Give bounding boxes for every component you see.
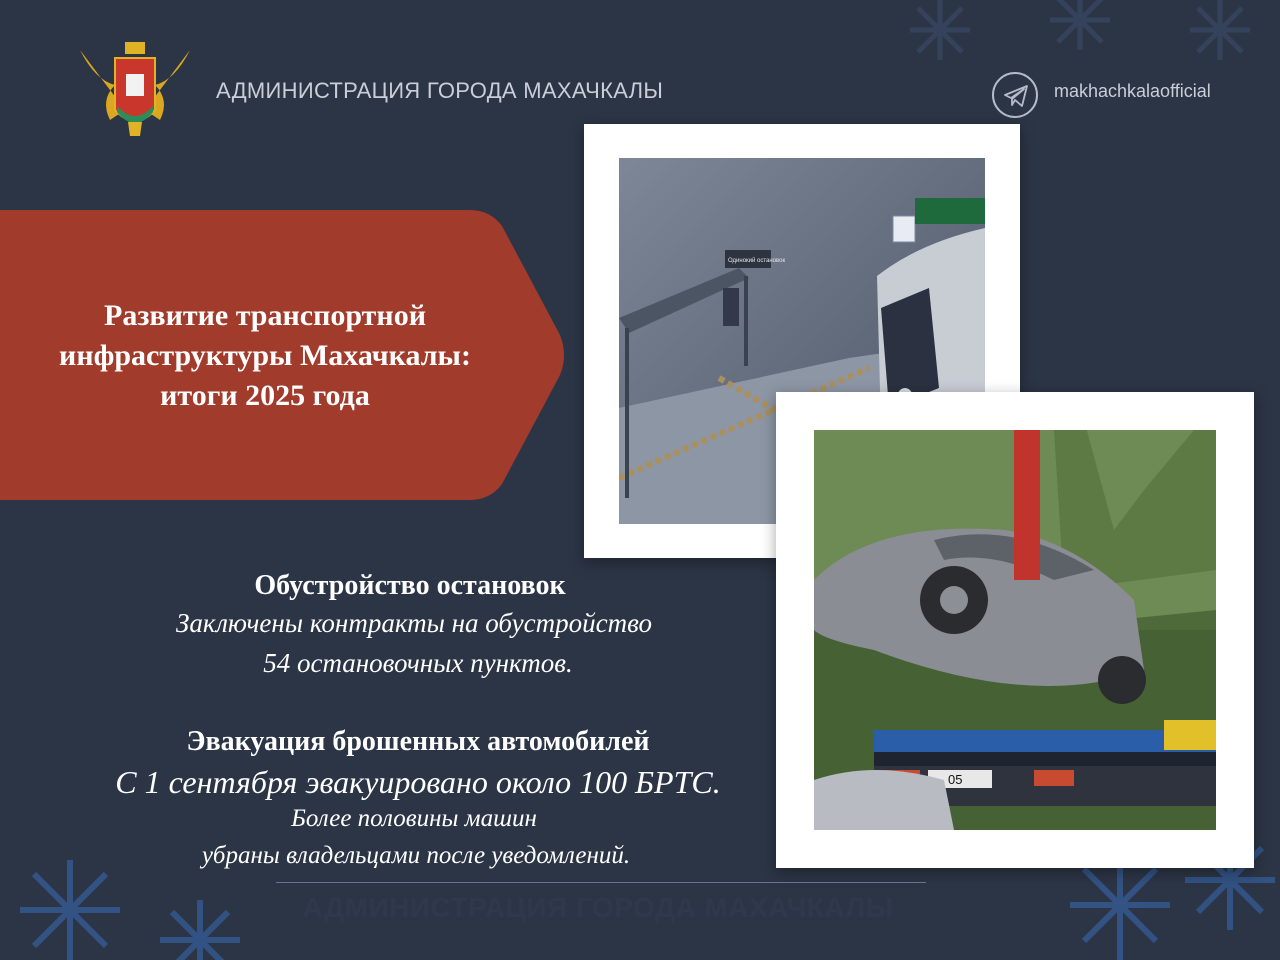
organization-name: АДМИНИСТРАЦИЯ ГОРОДА МАХАЧКАЛЫ: [216, 78, 664, 103]
telegram-icon: [1003, 84, 1029, 108]
banner-title: [0, 296, 530, 416]
section-text-line: Заключены контракты на обустройство: [176, 608, 652, 638]
tow-truck-photo: [814, 430, 1216, 830]
section-text-line: С 1 сентября эвакуировано около 100 БРТС.: [115, 764, 721, 800]
footer-watermark: АДМИНИСТРАЦИЯ ГОРОДА МАХАЧКАЛЫ: [302, 892, 894, 923]
footer-divider: [276, 882, 926, 883]
telegram-link[interactable]: [992, 72, 1038, 118]
section-title-evacuation: Эвакуация брошенных автомобилей: [186, 726, 650, 757]
section-title-bus-stops: Обустройство остановок: [254, 570, 566, 601]
banner-title-line: итоги 2025 года: [160, 379, 370, 412]
license-plate-region: 05: [948, 772, 963, 787]
city-coat-of-arms-logo: [70, 40, 200, 140]
section-text-line: убраны владельцами после уведомлений.: [201, 842, 631, 869]
telegram-handle: makhachkalaofficial: [1054, 81, 1211, 101]
section-text-line: 54 остановочных пунктов.: [263, 648, 573, 678]
bus-stop-sign-text: Одинокий остановок: [728, 258, 786, 264]
tow-truck-photo-frame: [776, 392, 1254, 868]
banner-title-line: инфраструктуры Махачкалы:: [59, 339, 471, 372]
banner-title-line: Развитие транспортной: [104, 299, 426, 332]
snowflake-decoration-top-right: [900, 0, 1280, 70]
section-text-line: Более половины машин: [291, 805, 537, 832]
